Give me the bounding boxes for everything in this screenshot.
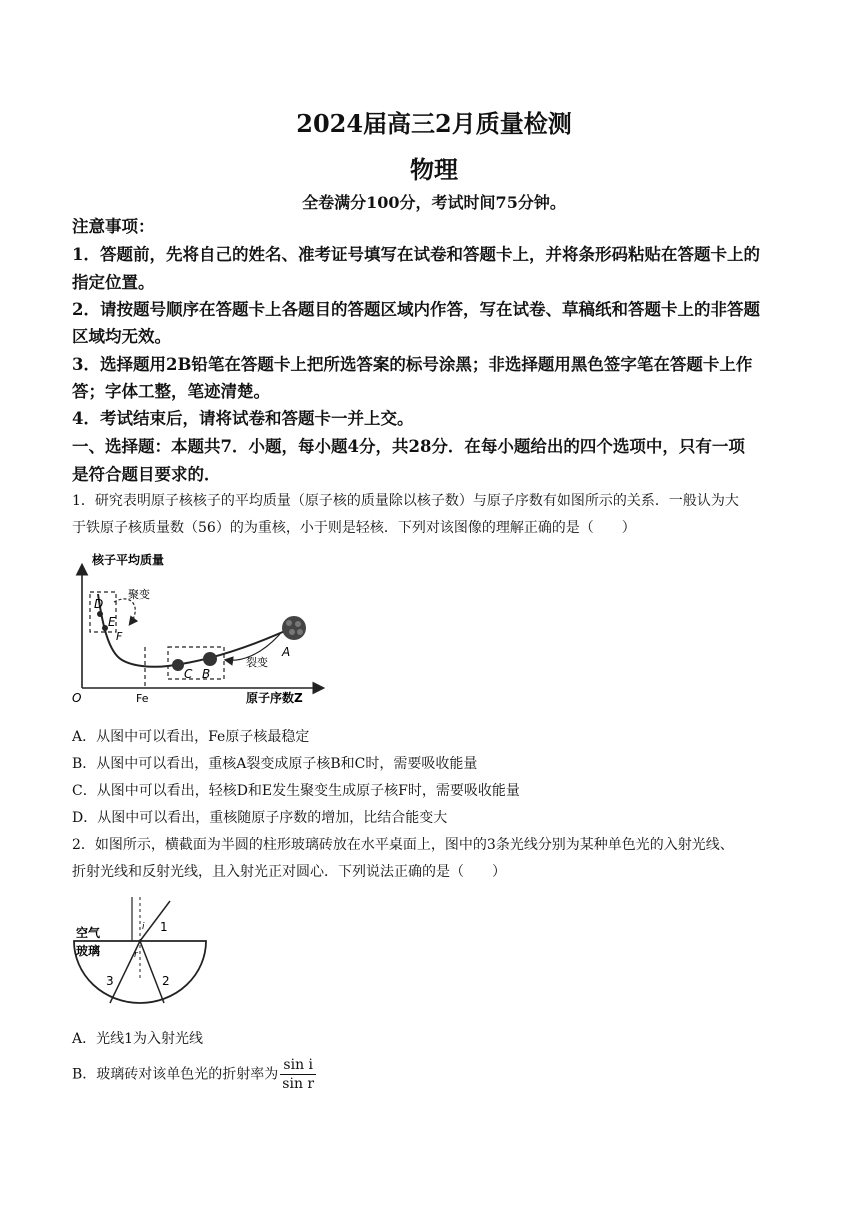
nucleon-mass-figure — [70, 552, 340, 712]
section-heading-line: 是符合题目要求的． — [72, 465, 221, 484]
point-a-label: A — [282, 645, 291, 659]
origin-label: O — [72, 691, 82, 705]
glass-block-figure — [70, 893, 210, 1015]
point-f-label: F — [116, 630, 123, 643]
ray-2-label: 2 — [162, 974, 170, 988]
q1-option-b: B．从图中可以看出，重核A裂变成原子核B和C时，需要吸收能量 — [72, 756, 478, 772]
notes-heading: 注意事项： — [72, 217, 155, 236]
q2-option-b — [72, 1056, 802, 1093]
fe-tick-label: Fe — [136, 692, 149, 705]
q1-stem-line: 1．研究表明原子核核子的平均质量（原子核的质量除以核子数）与原子序数有如图所示的关系．一般认为大 — [72, 493, 739, 509]
note-line: 区域均无效。 — [72, 327, 171, 346]
point-d-dot — [97, 611, 103, 617]
fraction-denominator: sin r — [282, 1076, 315, 1092]
angle-r-label: r — [134, 950, 138, 960]
q2-option-a: A．光线1为入射光线 — [72, 1031, 204, 1047]
q1-option-a: A．从图中可以看出，Fe原子核最稳定 — [72, 729, 310, 745]
fission-label: 裂变 — [246, 656, 268, 669]
ray-2 — [140, 941, 164, 1003]
section-heading-line: 一、选择题：本题共7．小题，每小题4分，共28分．在每小题给出的四个选项中，只有一项 — [72, 437, 745, 456]
note-line: 3．选择题用2B铅笔在答题卡上把所选答案的标号涂黑；非选择题用黑色签字笔在答题卡上作 — [72, 355, 753, 374]
fraction-numerator: sin i — [280, 1056, 316, 1075]
fusion-label: 聚变 — [128, 588, 150, 601]
note-line: 1．答题前，先将自己的姓名、准考证号填写在试卷和答题卡上，并将条形码粘贴在答题卡上的 — [72, 245, 760, 264]
angle-i-label: i — [142, 922, 145, 932]
q1-option-d: D．从图中可以看出，重核随原子序数的增加，比结合能变大 — [72, 810, 448, 826]
q1-stem-line: 于铁原子核质量数（56）的为重核，小于则是轻核．下列对该图像的理解正确的是（ ） — [72, 520, 636, 536]
note-line: 答；字体工整，笔迹清楚。 — [72, 382, 270, 401]
q2-stem-line: 2．如图所示，横截面为半圆的柱形玻璃砖放在水平桌面上，图中的3条光线分别为某种单色光的入射光线、 — [72, 837, 734, 853]
point-d-label: D — [94, 597, 104, 611]
refractive-index-fraction — [280, 1056, 316, 1093]
air-label: 空气 — [76, 926, 101, 940]
point-a-nucleus — [282, 616, 306, 640]
note-line: 2．请按题号顺序在答题卡上各题目的答题区域内作答，写在试卷、草稿纸和答题卡上的非答题 — [72, 300, 760, 319]
ray-3-label: 3 — [106, 974, 114, 988]
q2-stem-line: 折射光线和反射光线，且入射光正对圆心．下列说法正确的是（ ） — [72, 864, 506, 880]
point-c-label: C — [184, 667, 193, 681]
ray-1-label: 1 — [160, 920, 168, 934]
y-axis-label: 核子平均质量 — [92, 553, 165, 567]
note-line: 4．考试结束后，请将试卷和答题卡一并上交。 — [72, 409, 414, 428]
point-b-nucleus — [203, 652, 217, 666]
q1-option-c: C．从图中可以看出，轻核D和E发生聚变生成原子核F时，需要吸收能量 — [72, 783, 520, 799]
score-time-note: 全卷满分100分，考试时间75分钟。 — [302, 193, 566, 212]
glass-label: 玻璃 — [76, 944, 101, 958]
point-c-nucleus — [172, 659, 184, 671]
point-e-label: E — [108, 615, 116, 629]
fusion-arrow — [114, 599, 135, 624]
x-axis-label: 原子序数Z — [246, 691, 303, 705]
exam-title: 2024届高三2月质量检测 — [296, 109, 572, 138]
point-b-label: B — [202, 667, 211, 681]
q2-option-b-text: B．玻璃砖对该单色光的折射率为 — [72, 1066, 279, 1083]
subject-title: 物理 — [410, 155, 458, 184]
note-line: 指定位置。 — [72, 273, 155, 292]
